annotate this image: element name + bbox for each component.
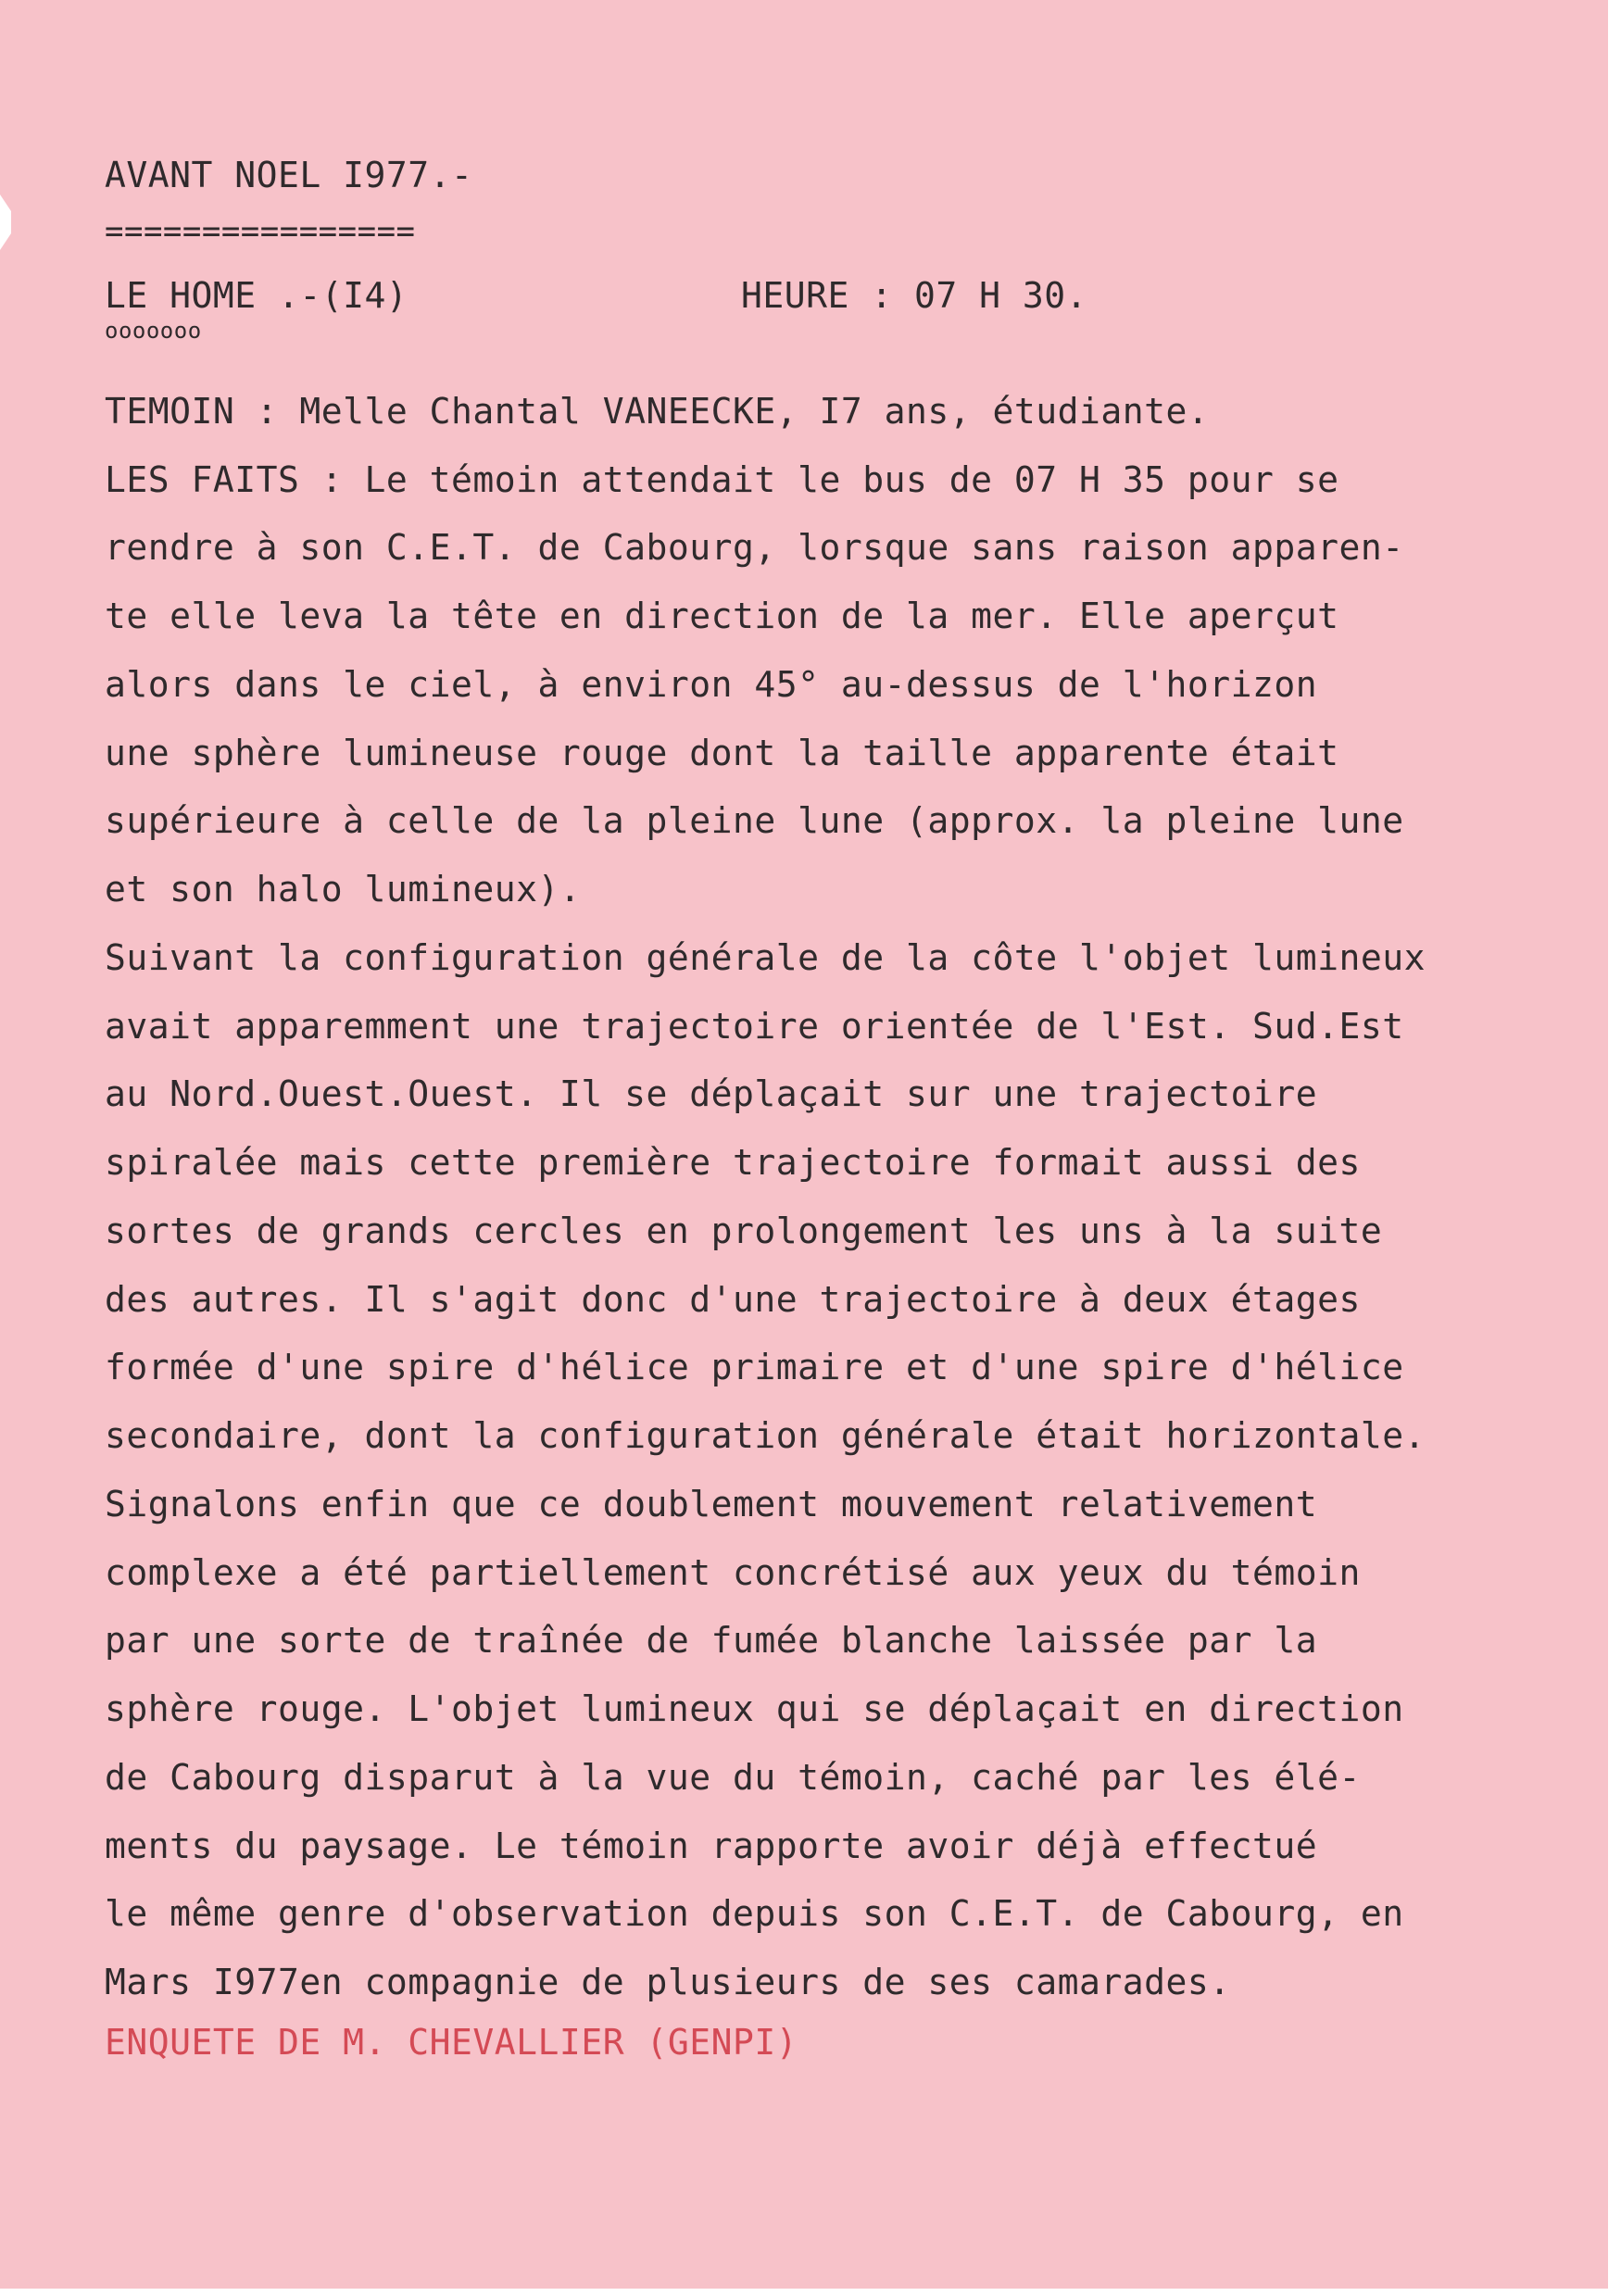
title-underline: ================	[105, 213, 416, 250]
body-line-20: de Cabourg disparut à la vue du témoin, caché par les élé-	[105, 1757, 1361, 1798]
body-line-12: sortes de grands cercles en prolongement les uns à la suite	[105, 1211, 1383, 1251]
report-title: AVANT NOEL I977.-	[105, 155, 473, 195]
body-line-8: Suivant la configuration générale de la côte l'objet lumineux	[105, 937, 1426, 978]
body-line-21: ments du paysage. Le témoin rapporte avoir déjà effectué	[105, 1826, 1318, 1866]
paper-notch	[0, 194, 11, 250]
body-line-17: complexe a été partiellement concrétisé aux yeux du témoin	[105, 1552, 1361, 1593]
body-line-15: secondaire, dont la configuration générale était horizontale.	[105, 1415, 1426, 1456]
body-line-11: spiralée mais cette première trajectoire formait aussi des	[105, 1142, 1361, 1183]
body-line-10: au Nord.Ouest.Ouest. Il se déplaçait sur une trajectoire	[105, 1073, 1318, 1114]
investigator-note: ENQUETE DE M. CHEVALLIER (GENPI)	[105, 2022, 798, 2063]
body-line-6: supérieure à celle de la pleine lune (approx. la pleine lune	[105, 800, 1404, 841]
body-line-14: formée d'une spire d'hélice primaire et d'une spire d'hélice	[105, 1347, 1404, 1387]
body-line-4: alors dans le ciel, à environ 45° au-dessus de l'horizon	[105, 664, 1318, 705]
body-line-22: le même genre d'observation depuis son C.E.T. de Cabourg, en	[105, 1893, 1404, 1934]
body-line-23: Mars I977en compagnie de plusieurs de ses camarades.	[105, 1962, 1231, 2002]
body-line-1: LES FAITS : Le témoin attendait le bus de 07 H 35 pour se	[105, 459, 1339, 500]
witness-line: TEMOIN : Melle Chantal VANEECKE, I7 ans, étudiante.	[105, 391, 1210, 432]
body-line-13: des autres. Il s'agit donc d'une trajectoire à deux étages	[105, 1279, 1361, 1320]
body-line-16: Signalons enfin que ce doublement mouvement relativement	[105, 1484, 1318, 1524]
body-line-18: par une sorte de traînée de fumée blanche laissée par la	[105, 1620, 1318, 1661]
scan-edge-bottom	[0, 2289, 1621, 2296]
body-line-9: avait apparemment une trajectoire orientée de l'Est. Sud.Est	[105, 1006, 1404, 1047]
body-line-3: te elle leva la tête en direction de la mer. Elle aperçut	[105, 596, 1339, 636]
location-label: LE HOME .-(I4)	[105, 275, 408, 316]
location-underline: ooooooo	[105, 318, 202, 344]
body-line-5: une sphère lumineuse rouge dont la taille apparente était	[105, 733, 1339, 773]
body-line-7: et son halo lumineux).	[105, 869, 582, 910]
time-label: HEURE : 07 H 30.	[741, 275, 1088, 316]
scan-edge-right	[1608, 0, 1621, 2296]
body-line-19: sphère rouge. L'objet lumineux qui se déplaçait en direction	[105, 1688, 1404, 1729]
body-line-2: rendre à son C.E.T. de Cabourg, lorsque sans raison apparen-	[105, 527, 1404, 568]
